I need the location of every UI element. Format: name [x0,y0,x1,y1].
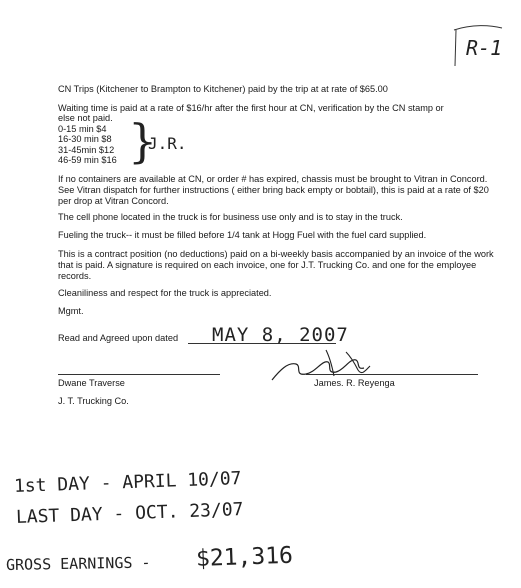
mgmt-label: Mgmt. [58,306,84,316]
first-day-note: 1st DAY - APRIL 10/07 [13,468,242,497]
waiting-rate-1: 0-15 min $4 [58,124,107,134]
right-signer-name: James. R. Reyenga [314,378,395,388]
waiting-rate-4: 46-59 min $16 [58,155,117,165]
cell-phone-paragraph: The cell phone located in the truck is for business use only and is to stay in the truck. [58,212,403,222]
cleanliness-paragraph: Cleaniliness and respect for the truck is appreciated. [58,288,272,298]
agreement-label: Read and Agreed upon dated [58,333,179,343]
left-signer-company: J. T. Trucking Co. [58,396,129,406]
agreement-date-handwritten: MAY 8, 2007 [212,324,349,346]
initials-handwritten: J.R. [148,134,187,153]
rates-brace: } [128,114,158,168]
waiting-line-1: Waiting time is paid at a rate of $16/hr after the first hour at CN, verification by the CN stamp or [58,103,444,113]
trips-paragraph: CN Trips (Kitchener to Brampton to Kitchener) paid by the trip at at rate of $65.00 [58,84,388,94]
gross-earnings-value: $21,316 [195,542,294,572]
gross-earnings-label: GROSS EARNINGS - [5,553,151,574]
waiting-rate-2: 16-30 min $8 [58,134,112,144]
left-signer-name: Dwane Traverse [58,378,125,388]
waiting-line-2: else not paid. [58,113,113,123]
fueling-paragraph: Fueling the truck-- it must be filled before 1/4 tank at Hogg Fuel with the fuel card supplied. [58,230,427,240]
page-mark: R-1 [466,36,503,60]
last-day-note: LAST DAY - OCT. 23/07 [15,499,244,528]
contract-paragraph: This is a contract position (no deductions) paid on a bi-weekly basis accompanied by an invoice of the work that is paid. A signature is required on each invoice, one for J.T. Trucking Co. and one for the employee records. [58,249,494,282]
left-signature-line [58,374,220,375]
no-containers-paragraph: If no containers are available at CN, or order # has expired, chassis must be brought to Vitran in Concord. See Vitran dispatch for further instructions ( either bring back empty or bobtail), this is paid at a rate of $20 per drop at Vitran Concord. [58,174,489,207]
waiting-rate-3: 31-45min $12 [58,145,115,155]
